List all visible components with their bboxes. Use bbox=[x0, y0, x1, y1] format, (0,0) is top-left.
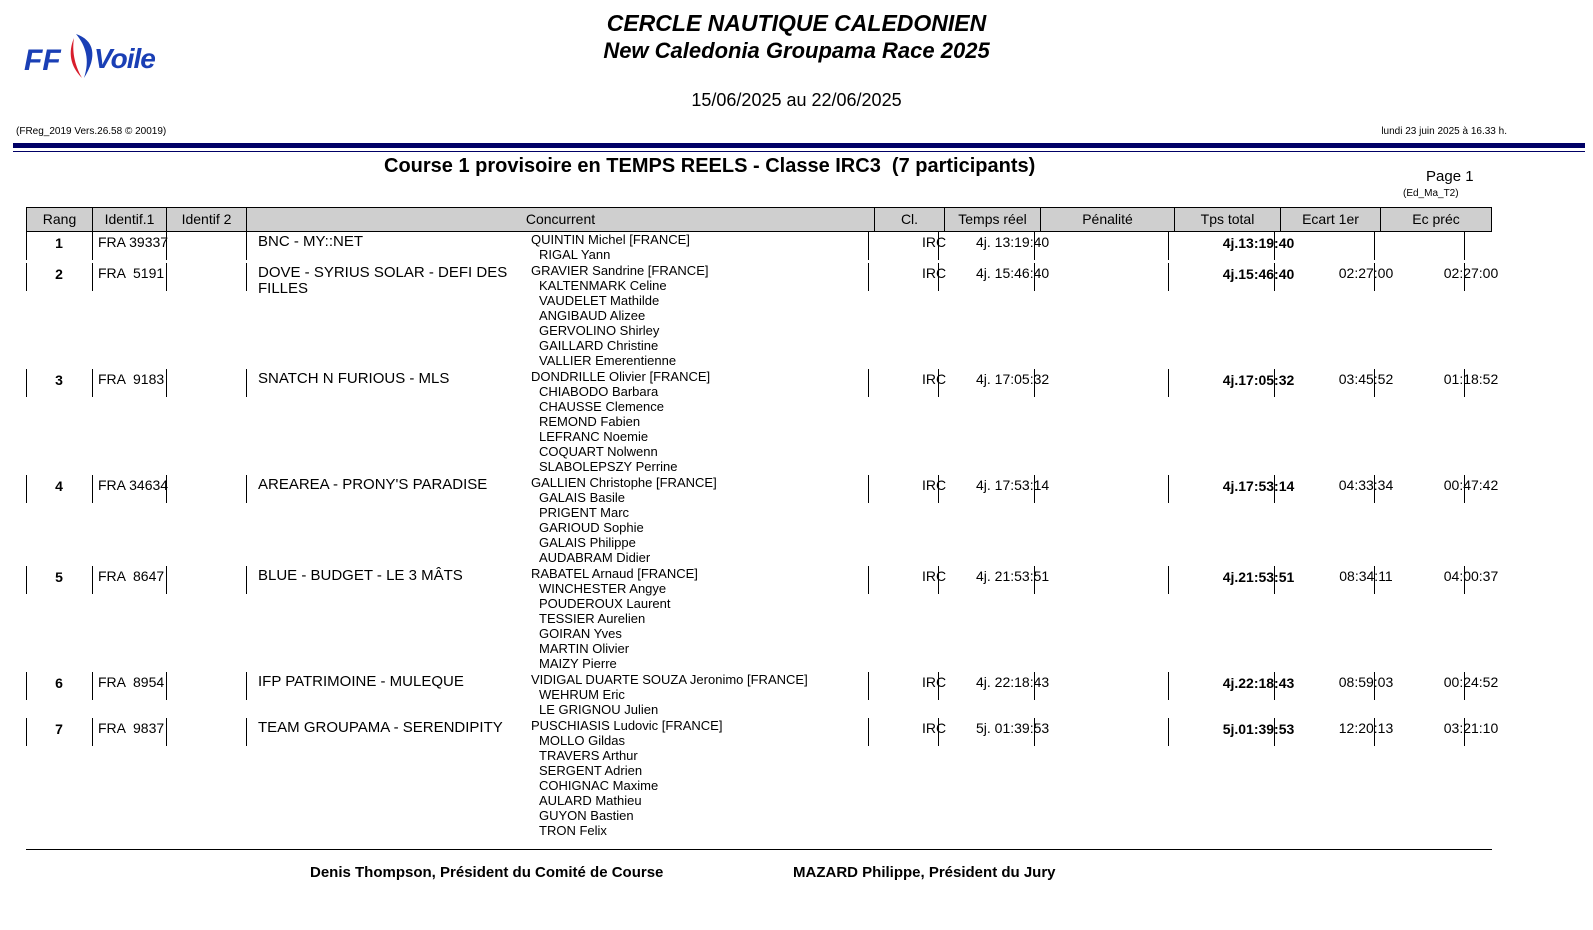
crew-member: SERGENT Adrien bbox=[539, 763, 643, 778]
skipper-name: VIDIGAL DUARTE SOUZA Jeronimo [FRANCE] bbox=[531, 672, 808, 687]
course-title: Course 1 provisoire en TEMPS REELS - Classe IRC3 (7 participants) bbox=[384, 155, 1036, 177]
committee-signature: Denis Thompson, Président du Comité de Course bbox=[310, 864, 664, 881]
boat-name-cell: AREAREA - PRONY'S PARADISE bbox=[258, 476, 488, 493]
jury-signature: MAZARD Philippe, Président du Jury bbox=[793, 864, 1056, 881]
class-cell: IRC bbox=[921, 720, 947, 736]
elapsed-time-cell: 5j. 01:39:53 bbox=[976, 720, 1050, 736]
rank-cell: 2 bbox=[55, 266, 63, 282]
column-divider bbox=[868, 475, 869, 503]
crew-member: AUDABRAM Didier bbox=[539, 550, 651, 565]
elapsed-time-cell: 4j. 22:18:43 bbox=[976, 674, 1050, 690]
crew-list bbox=[531, 232, 690, 262]
gap-first-cell: 03:45:52 bbox=[1338, 371, 1394, 387]
gap-first-cell: 04:33:34 bbox=[1338, 477, 1394, 493]
column-divider bbox=[1168, 566, 1169, 594]
column-divider bbox=[868, 232, 869, 260]
column-divider bbox=[92, 232, 93, 260]
event-dates: 15/06/2025 au 22/06/2025 bbox=[691, 90, 902, 110]
total-time-cell: 5j.01:39:53 bbox=[1222, 721, 1295, 737]
gap-first-cell: 08:34:11 bbox=[1339, 568, 1393, 584]
column-divider bbox=[92, 475, 93, 503]
class-cell: IRC bbox=[921, 568, 947, 584]
total-time-cell: 4j.15:46:40 bbox=[1222, 266, 1295, 282]
column-divider bbox=[166, 672, 167, 700]
column-divider bbox=[246, 263, 247, 291]
crew-member: CHAUSSE Clemence bbox=[539, 399, 664, 414]
class-cell: IRC bbox=[921, 234, 947, 250]
crew-member: GUYON Bastien bbox=[539, 808, 634, 823]
total-time-cell: 4j.17:05:32 bbox=[1222, 372, 1295, 388]
header-rule-thin bbox=[13, 151, 1585, 152]
elapsed-time-cell: 4j. 17:53:14 bbox=[976, 477, 1050, 493]
crew-member: KALTENMARK Celine bbox=[539, 278, 667, 293]
sail-number-cell: FRA 8954 bbox=[98, 674, 165, 690]
col-tps-total: Tps total bbox=[1175, 208, 1281, 231]
column-divider bbox=[92, 369, 93, 397]
crew-member: GAILLARD Christine bbox=[539, 338, 659, 353]
col-classe: Cl. bbox=[875, 208, 945, 231]
boat-name-cell: IFP PATRIMOINE - MULEQUE bbox=[258, 673, 464, 690]
sail-number-cell: FRA 39337 bbox=[98, 234, 169, 250]
edition-code: (Ed_Ma_T2) bbox=[1403, 188, 1459, 199]
rank-cell: 4 bbox=[55, 478, 63, 494]
column-divider bbox=[1374, 232, 1375, 260]
svg-text:FF: FF bbox=[24, 44, 61, 77]
boat-name-cell: DOVE - SYRIUS SOLAR - DEFI DES FILLES bbox=[258, 264, 508, 297]
crew-member: REMOND Fabien bbox=[539, 414, 641, 429]
column-divider bbox=[868, 263, 869, 291]
crew-member: AULARD Mathieu bbox=[539, 793, 642, 808]
results-table-header bbox=[26, 207, 1492, 232]
class-cell: IRC bbox=[921, 477, 947, 493]
skipper-name: GALLIEN Christophe [FRANCE] bbox=[531, 475, 717, 490]
sail-number-cell: FRA 9837 bbox=[98, 720, 165, 736]
crew-member: GALAIS Basile bbox=[539, 490, 625, 505]
column-divider bbox=[166, 566, 167, 594]
crew-member: TRAVERS Arthur bbox=[539, 748, 638, 763]
column-divider bbox=[1168, 718, 1169, 746]
skipper-name: RABATEL Arnaud [FRANCE] bbox=[531, 566, 698, 581]
crew-member: POUDEROUX Laurent bbox=[539, 596, 671, 611]
column-divider bbox=[1168, 672, 1169, 700]
sail-number-cell: FRA 5191 bbox=[98, 265, 165, 281]
elapsed-time-cell: 4j. 15:46:40 bbox=[976, 265, 1050, 281]
boat-name-cell: SNATCH N FURIOUS - MLS bbox=[258, 370, 450, 387]
skipper-name: QUINTIN Michel [FRANCE] bbox=[531, 232, 690, 247]
column-divider bbox=[246, 672, 247, 700]
gap-previous-cell: 04:00:37 bbox=[1443, 568, 1499, 584]
col-rang: Rang bbox=[27, 208, 93, 231]
crew-member: CHIABODO Barbara bbox=[539, 384, 659, 399]
crew-list bbox=[531, 369, 710, 474]
crew-member: WINCHESTER Angye bbox=[539, 581, 667, 596]
column-divider bbox=[868, 566, 869, 594]
crew-member: PRIGENT Marc bbox=[539, 505, 630, 520]
column-divider bbox=[166, 263, 167, 291]
crew-member: RIGAL Yann bbox=[539, 247, 611, 262]
crew-member: ANGIBAUD Alizee bbox=[539, 308, 646, 323]
class-cell: IRC bbox=[921, 674, 947, 690]
gap-previous-cell: 00:24:52 bbox=[1443, 674, 1499, 690]
col-identif1: Identif.1 bbox=[93, 208, 167, 231]
crew-member: LE GRIGNOU Julien bbox=[539, 702, 659, 717]
class-cell: IRC bbox=[921, 371, 947, 387]
page-number: Page 1 bbox=[1426, 168, 1474, 185]
col-ec-prec: Ec préc bbox=[1412, 211, 1460, 227]
gap-first-cell: 12:20:13 bbox=[1338, 720, 1394, 736]
crew-list bbox=[531, 475, 717, 565]
footer-rule bbox=[26, 849, 1492, 850]
skipper-name: DONDRILLE Olivier [FRANCE] bbox=[531, 369, 711, 384]
crew-member: COHIGNAC Maxime bbox=[539, 778, 659, 793]
col-identif2: Identif 2 bbox=[167, 208, 247, 231]
col-penalite: Pénalité bbox=[1041, 208, 1175, 231]
column-divider bbox=[246, 369, 247, 397]
crew-list bbox=[531, 566, 698, 671]
elapsed-time-cell: 4j. 17:05:32 bbox=[976, 371, 1050, 387]
crew-member: SLABOLEPSZY Perrine bbox=[539, 459, 678, 474]
col-temps-reel: Temps réel bbox=[945, 208, 1041, 231]
logo-word: Voile bbox=[94, 43, 155, 74]
elapsed-time-cell: 4j. 21:53:51 bbox=[976, 568, 1050, 584]
column-divider bbox=[868, 369, 869, 397]
column-divider bbox=[92, 672, 93, 700]
total-time-cell: 4j.22:18:43 bbox=[1222, 675, 1295, 691]
column-divider bbox=[1168, 263, 1169, 291]
column-divider bbox=[1168, 475, 1169, 503]
sail-number-cell: FRA 8647 bbox=[98, 568, 165, 584]
column-divider bbox=[246, 718, 247, 746]
crew-member: MOLLO Gildas bbox=[539, 733, 625, 748]
column-divider bbox=[246, 475, 247, 503]
crew-member: MARTIN Olivier bbox=[539, 641, 630, 656]
column-divider bbox=[92, 566, 93, 594]
rank-cell: 3 bbox=[55, 372, 63, 388]
total-time-cell: 4j.13:19:40 bbox=[1222, 235, 1295, 251]
total-time-cell: 4j.17:53:14 bbox=[1222, 478, 1295, 494]
skipper-name: PUSCHIASIS Ludovic [FRANCE] bbox=[531, 718, 723, 733]
sail-number-cell: FRA 9183 bbox=[98, 371, 165, 387]
crew-member: TRON Felix bbox=[539, 823, 607, 838]
elapsed-time-cell: 4j. 13:19:40 bbox=[976, 234, 1050, 250]
column-divider bbox=[92, 718, 93, 746]
column-divider bbox=[1168, 369, 1169, 397]
club-title: CERCLE NAUTIQUE CALEDONIEN bbox=[606, 10, 987, 36]
crew-member: GOIRAN Yves bbox=[539, 626, 622, 641]
crew-member: LEFRANC Noemie bbox=[539, 429, 649, 444]
col-ecart-1er: Ecart 1er bbox=[1281, 208, 1381, 231]
crew-list bbox=[531, 718, 722, 838]
crew-member: VALLIER Emerentienne bbox=[539, 353, 677, 368]
column-divider bbox=[868, 718, 869, 746]
crew-member: TESSIER Aurelien bbox=[539, 611, 646, 626]
gap-previous-cell: 03:21:10 bbox=[1443, 720, 1499, 736]
col-concurrent: Concurrent bbox=[247, 208, 875, 231]
class-cell: IRC bbox=[921, 265, 947, 281]
total-time-cell: 4j.21:53:51 bbox=[1222, 569, 1295, 585]
column-divider bbox=[1168, 232, 1169, 260]
boat-name-cell: BNC - MY::NET bbox=[258, 233, 364, 250]
crew-member: GARIOUD Sophie bbox=[539, 520, 644, 535]
column-divider bbox=[868, 672, 869, 700]
rank-cell: 5 bbox=[55, 569, 63, 585]
boat-name-cell: TEAM GROUPAMA - SERENDIPITY bbox=[258, 719, 503, 736]
crew-member: VAUDELET Mathilde bbox=[539, 293, 660, 308]
rank-cell: 7 bbox=[55, 721, 63, 737]
crew-list bbox=[531, 672, 808, 717]
crew-member: GERVOLINO Shirley bbox=[539, 323, 660, 338]
column-divider bbox=[1464, 232, 1465, 260]
column-divider bbox=[166, 369, 167, 397]
column-divider bbox=[246, 232, 247, 260]
rank-cell: 1 bbox=[55, 235, 63, 251]
boat-name-cell: BLUE - BUDGET - LE 3 MÂTS bbox=[258, 567, 463, 584]
crew-member: WEHRUM Eric bbox=[539, 687, 625, 702]
column-divider bbox=[92, 263, 93, 291]
gap-previous-cell: 01:18:52 bbox=[1443, 371, 1499, 387]
gap-first-cell: 02:27:00 bbox=[1338, 265, 1394, 281]
skipper-name: GRAVIER Sandrine [FRANCE] bbox=[531, 263, 709, 278]
gap-previous-cell: 02:27:00 bbox=[1443, 265, 1499, 281]
header-rule-thick bbox=[13, 143, 1585, 148]
rank-cell: 6 bbox=[55, 675, 63, 691]
software-version: (FReg_2019 Vers.26.58 © 20019) bbox=[16, 126, 167, 137]
column-divider bbox=[246, 566, 247, 594]
crew-member: COQUART Nolwenn bbox=[539, 444, 658, 459]
crew-member: GALAIS Philippe bbox=[539, 535, 636, 550]
event-title: New Caledonia Groupama Race 2025 bbox=[603, 38, 990, 63]
gap-first-cell: 08:59:03 bbox=[1338, 674, 1394, 690]
print-date: lundi 23 juin 2025 à 16.33 h. bbox=[1381, 126, 1507, 137]
crew-member: MAIZY Pierre bbox=[539, 656, 617, 671]
crew-list bbox=[531, 263, 708, 368]
gap-previous-cell: 00:47:42 bbox=[1443, 477, 1499, 493]
column-divider bbox=[166, 718, 167, 746]
sail-number-cell: FRA 34634 bbox=[98, 477, 169, 493]
